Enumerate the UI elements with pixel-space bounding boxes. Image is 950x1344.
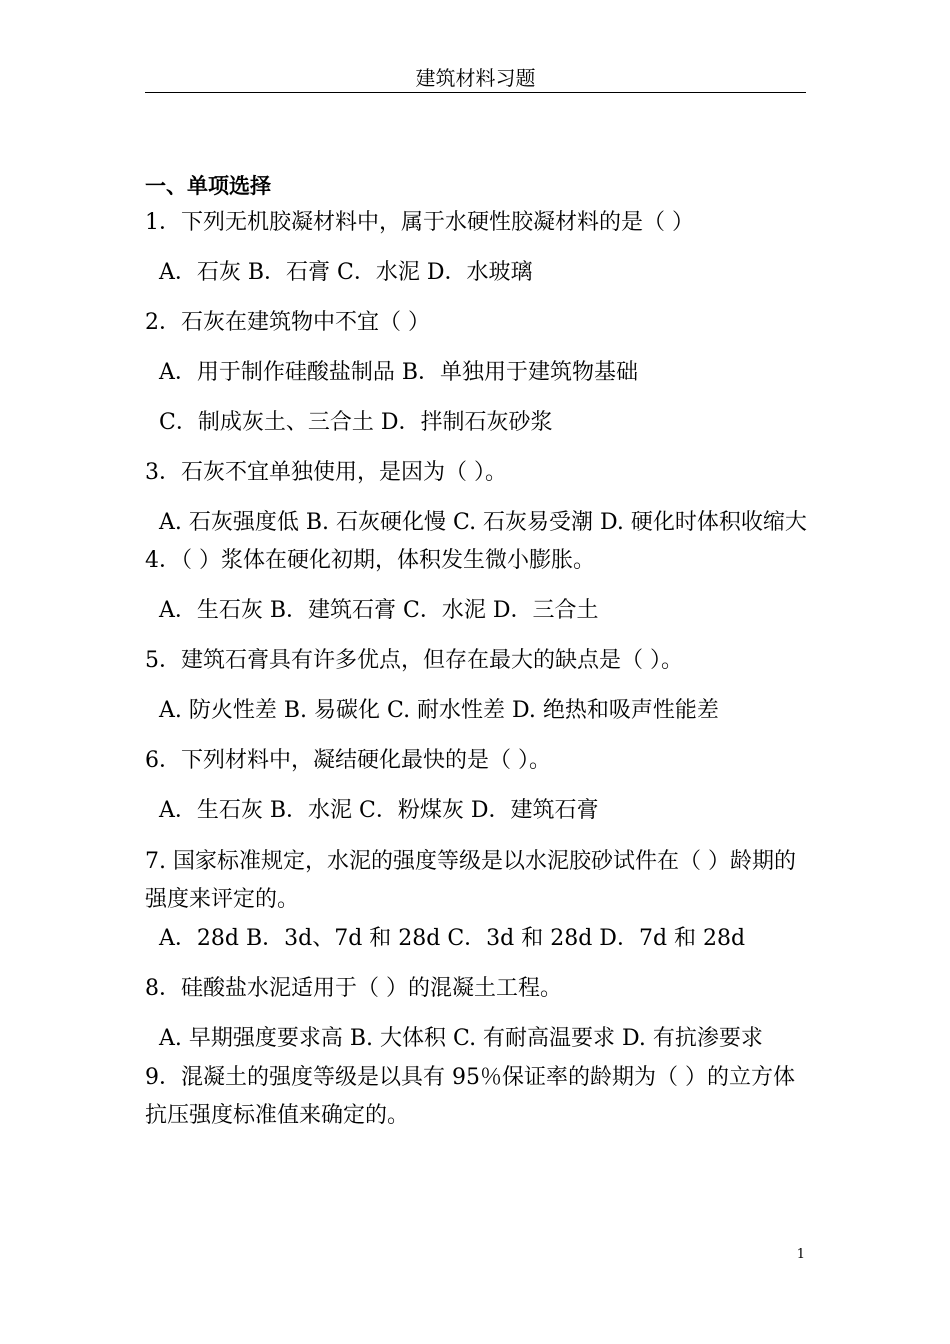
question-options-4: A．生石灰 B．建筑石膏 C．水泥 D．三合土 [159,598,599,623]
question-stem-3: 3．石灰不宜单独使用，是因为（ ）。 [145,460,507,485]
question-stem-8: 8．硅酸盐水泥适用于（ ）的混凝土工程。 [145,976,562,1001]
section-title: 一、单项选择 [145,174,271,198]
question-options-2b: C．制成灰土、三合土 D．拌制石灰砂浆 [159,410,553,435]
question-stem-4: 4．（ ）浆体在硬化初期，体积发生微小膨胀。 [145,548,595,573]
question-options-2a: A．用于制作硅酸盐制品 B．单独用于建筑物基础 [159,360,639,385]
question-stem-1: 1．下列无机胶凝材料中，属于水硬性胶凝材料的是（ ） [145,210,694,235]
question-stem-5: 5．建筑石膏具有许多优点，但存在最大的缺点是（ ）。 [145,648,683,673]
question-stem-9: 9．混凝土的强度等级是以具有 95％保证率的龄期为（ ）的立方体抗压强度标准值来确定的。 [145,1065,795,1128]
question-options-8: A. 早期强度要求高 B. 大体积 C. 有耐高温要求 D. 有抗渗要求 [159,1026,763,1051]
document-body [145,168,807,1137]
question-options-6: A．生石灰 B．水泥 C．粉煤灰 D．建筑石膏 [159,798,599,823]
question-stem-6: 6．下列材料中，凝结硬化最快的是（ ）。 [145,748,551,773]
question-stem-7: 7. 国家标准规定，水泥的强度等级是以水泥胶砂试件在（ ）龄期的强度来评定的。 [145,849,796,912]
question-options-3: A. 石灰强度低 B. 石灰硬化慢 C. 石灰易受潮 D. 硬化时体积收缩大 [159,510,807,535]
question-options-5: A. 防火性差 B. 易碳化 C. 耐水性差 D. 绝热和吸声性能差 [159,698,719,723]
header-title: 建筑材料习题 [415,66,536,90]
question-options-7: A．28d B．3d、7d 和 28d C．3d 和 28d D．7d 和 28d [159,926,746,951]
question-options-1: A．石灰 B．石膏 C．水泥 D．水玻璃 [159,260,533,285]
page-number: 1 [796,1247,805,1262]
question-stem-2: 2．石灰在建筑物中不宜（ ） [145,310,430,335]
page-header [145,64,806,93]
